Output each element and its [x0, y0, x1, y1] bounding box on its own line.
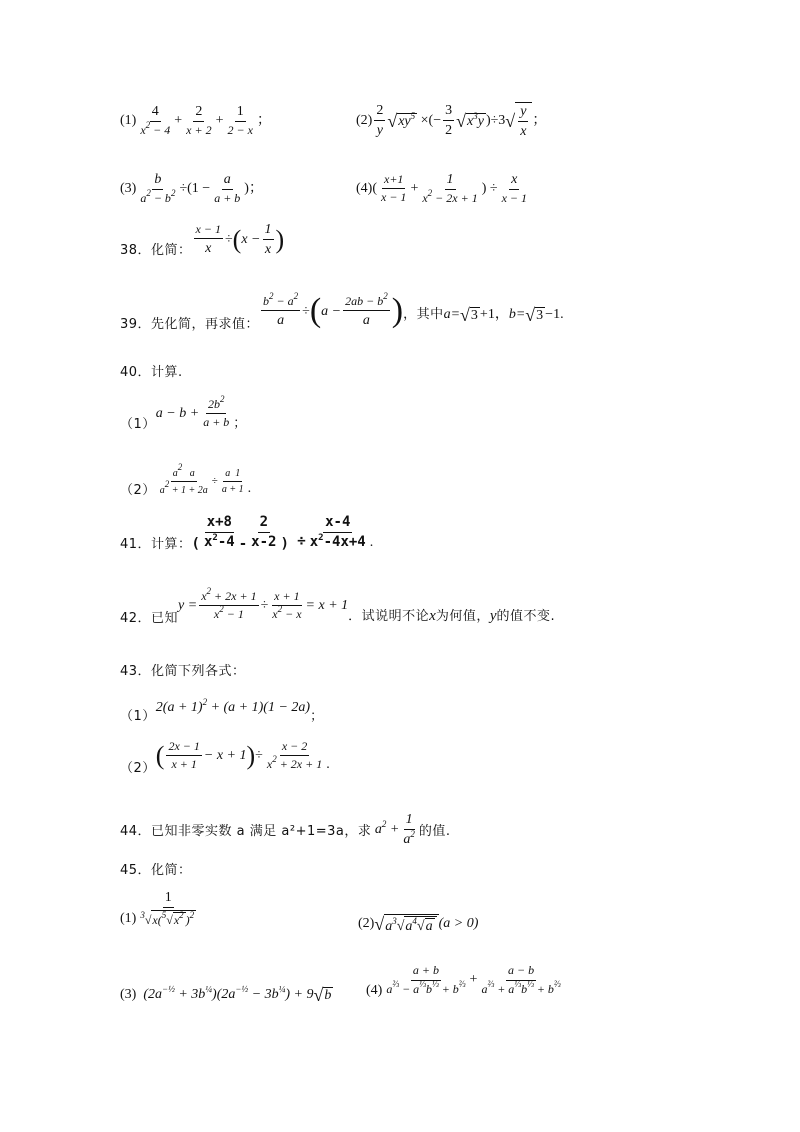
q44: 44．已知非零实数 a 满足 a²+1=3a，求 $a^2$ + $\frac{1}{a^2}$ 的值. — [120, 812, 451, 848]
part-label: (3) — [120, 987, 137, 1002]
q40-part2: （2） $\frac{a^2 a}{a^2 + 1 + 2a}$ ÷ $\frac{a 1}{a + 1}$ . — [120, 462, 252, 498]
part-label: (1) — [120, 112, 137, 128]
part-label: （1） — [120, 417, 156, 432]
question-label: 42．已知 — [120, 611, 179, 626]
q40-part1: （1） a − b + $\frac{2b^2}{a + b}$ ； — [120, 393, 247, 432]
q42: 42．已知 y = $\frac{x^2 + 2x + 1}{x^2 - 1}$ ÷ $\frac{x + 1}{x^2 - x}$ = x + 1 ．试说明不论 x 为何值， y 的值不变. — [120, 585, 556, 626]
question-label: 41．计算： — [120, 537, 192, 552]
part-label: (2) — [356, 112, 373, 128]
q45-part1: (1) $\frac{1}{^3√x(^5√x^2 )^2}$ — [120, 890, 195, 928]
part-label: (4) — [366, 983, 383, 998]
q37-part3: (3) $\frac{b}{a^2 - b^2}$ ÷(1 − $\frac{a}{a + b}$ ) ； — [120, 172, 263, 206]
question-label: 39．先化简，再求值： — [120, 317, 260, 332]
q37-part4: (4) ( $\frac{x+1}{x - 1}$ + $\frac{1}{x^2 - 2x + 1}$ ) ÷ $\frac{x}{x - 1}$ — [356, 172, 527, 206]
q37-part1: (1) $\frac{4}{x^2 - 4}$ + $\frac{2}{x + 2}$ + $\frac{1}{2 - x}$ ； — [120, 104, 271, 138]
q43-part1: （1） $2(a + 1)^2 + (a + 1)(1 - 2a)$ ； — [120, 696, 324, 724]
question-label: 38．化简： — [120, 243, 192, 259]
q37-part2: (2) $\frac{2}{y}$ √ $xy^5$ ×(− $\frac{3}{2}$ √ $x^3y$ )÷3 √ $\frac{y}{x}$ ； — [356, 103, 547, 140]
q39: 39．先化简，再求值： $\frac{b^2 - a^2}{a}$ ÷ ( a − $\frac{2ab - b^2}{a}$ ) ，其中 a= √ 3 +1， b= √ 3 −1. — [120, 290, 564, 332]
part-label: (4) — [356, 180, 373, 196]
question-text: 44．已知非零实数 a 满足 a²+1=3a，求 — [120, 824, 372, 840]
part-label: (1) — [120, 910, 137, 926]
q45-part2: (2) √ $a^3√a^4√a$ (a > 0) — [358, 914, 479, 934]
question-label: 43．化简下列各式： — [120, 664, 246, 679]
part-label: (3) — [120, 180, 137, 196]
q45-part4: (4) $\frac{a + b}{a^{\frac{2}{3}} - a^{\frac{1}{3}}b^{\frac{1}{3}} + b^{\frac{2}{3}}}$ + $\frac{a - b}{a^{\frac{2}{3}} + a^{\frac{1}{3}}b^{\frac{1}{3}} + b^{\frac{2}{3}}}$ — [366, 963, 561, 998]
part-label: (2) — [358, 916, 375, 931]
part-label: （2） — [120, 483, 156, 498]
part-label: （1） — [120, 709, 156, 724]
q45-part3: (3) $(2a^{-\frac{1}{2}} + 3b^{\frac{1}{4}})(2a^{-\frac{1}{2}} - 3b^{\frac{1}{4}}) + 9$ √ b — [120, 984, 332, 1005]
question-label: 40．计算. — [120, 365, 183, 380]
question-label: 45．化简： — [120, 863, 192, 878]
q41: 41．计算： ( $\frac{x+8}{x^2-4}$ - $\frac{2}{x-2}$ ) ÷ $\frac{x-4}{x^2-4x+4}$ . — [120, 513, 374, 552]
q43-part2: （2） ( $\frac{2x - 1}{x + 1}$ − x + 1 ) ÷ $\frac{x - 2}{x^2 + 2x + 1}$ . — [120, 738, 330, 776]
part-label: （2） — [120, 761, 156, 776]
q38: 38．化简： $\frac{x - 1}{x}$ ÷ ( x − $\frac{1}{x}$ ) — [120, 222, 285, 259]
